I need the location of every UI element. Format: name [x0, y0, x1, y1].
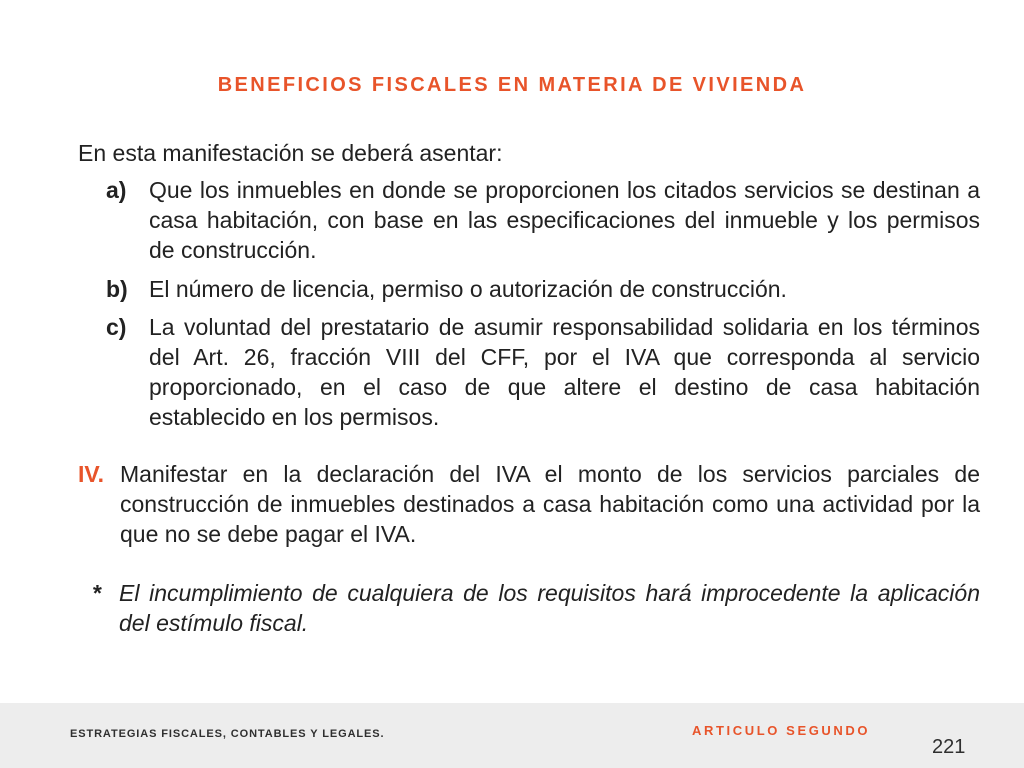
page-number: 221 [932, 736, 966, 758]
section-numeral: IV. [78, 461, 105, 487]
list-item-text: Que los inmuebles en donde se proporcionen los citados servicios se destinan a casa habitación, con base en las especificaciones del inmueble y los permisos de construcción. [149, 177, 980, 263]
section-iv [78, 459, 980, 549]
list-item-text: El número de licencia, permiso o autorización de construcción. [149, 276, 787, 302]
footnote [92, 578, 980, 638]
list-item-text: La voluntad del prestatario de asumir responsabilidad solidaria en los términos del Art. 26, fracción VIII del CFF, por el IVA que corresponda al servicio proporcionado, en el caso de que altere el destino de casa habitación establecido en los permisos. [149, 314, 980, 430]
list-item-b [106, 274, 980, 304]
list-item-letter: a) [106, 177, 127, 203]
footer-bar [0, 703, 1024, 768]
intro-text: En esta manifestación se deberá asentar: [78, 140, 503, 166]
footer-article-label: ARTICULO SEGUNDO [692, 723, 871, 738]
list-item-a [106, 175, 980, 265]
list-item-letter: b) [106, 276, 128, 302]
slide-title: BENEFICIOS FISCALES EN MATERIA DE VIVIENDA [217, 74, 807, 96]
section-iv-text: Manifestar en la declaración del IVA el monto de los servicios parciales de construcción de inmuebles destinados a casa habitación como una actividad por la que no se debe pagar el IVA. [120, 461, 980, 547]
list-item-c [106, 312, 980, 432]
footnote-text: El incumplimiento de cualquiera de los requisitos hará improcedente la aplicación del estímulo fiscal. [119, 580, 980, 636]
footer-company-text: ESTRATEGIAS FISCALES, CONTABLES Y LEGALES. [70, 728, 385, 740]
footnote-marker: * [92, 580, 101, 606]
list-item-letter: c) [106, 314, 127, 340]
